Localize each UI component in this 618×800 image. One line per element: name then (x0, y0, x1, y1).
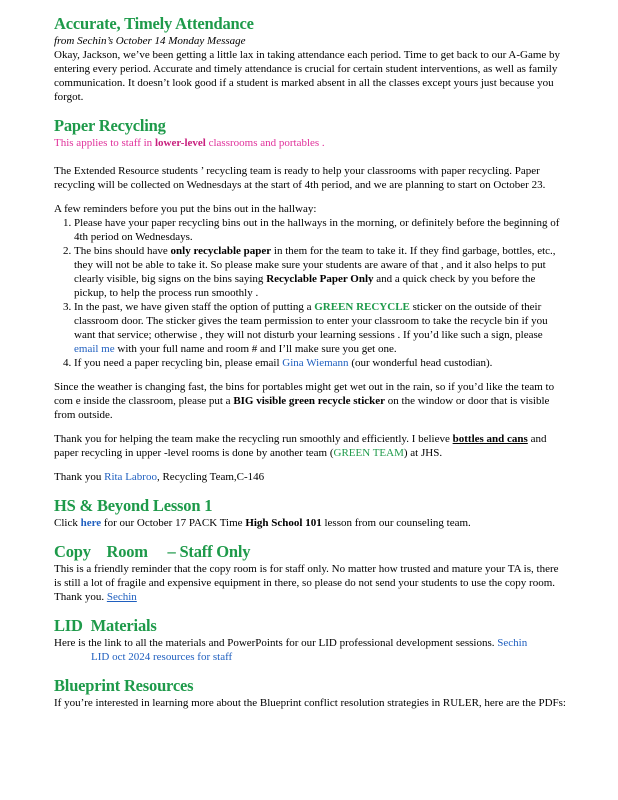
attendance-heading: Accurate, Timely Attendance (54, 14, 254, 33)
blueprint-body: If you’re interested in learning more about the Blueprint conflict resolution strategies in RULER, here are the PDFs: (54, 697, 566, 709)
recycling-weather: Since the weather is changing fast, the bins for portables might get wet out in the rain, so if you’d like the team to com e inside the classroom, please put a BIG visible green recycle sticker on the window or door that is visible from outside. (54, 381, 555, 421)
blueprint-heading: Blueprint Resources (54, 676, 194, 695)
recycling-heading: Paper Recycling (54, 116, 166, 135)
reminder-item-3: 3. In the past, we have given staff the option of putting a GREEN RECYCLE sticker on the outside of their classroom door. The sticker gives the team permission to enter your classroom to take the recycle bin if you want that service; otherwise , they will not disturb your learning sessions . If you’d like such a sign, please email me with your full name and room # and I’ll make sure you get one. (74, 300, 566, 356)
lid-sechin-link[interactable]: Sechin (497, 637, 528, 649)
reminder-item-2: 2. The bins should have only recyclable paper in them for the team to take it. If they find garbage, bottles, etc., they will not be able to take it. So please make sure your students are aware of that , and it also helps to put clearly visible, big signs on the bins saying Recyclable Paper Only and a quick check by you before the pickup, to help the process run smoothly . (74, 244, 566, 300)
recycling-thanks: Thank you for helping the team make the recycling run smoothly and efficiently. I believe bottles and cans and paper recycling in upper -level rooms is done by another team (GREEN TEAM) at JHS. (54, 433, 547, 459)
attendance-body: Okay, Jackson, we’ve been getting a little lax in taking attendance each period. Time to get back to our A-Game by entering every period. Accurate and timely attendance is crucial for certain student interventions, as well as family communication. It doesn’t look good if a student is marked absent in all the classes except yours just because you forgot. (54, 49, 561, 103)
rita-labroo-link[interactable]: Rita Labroo (104, 471, 157, 483)
lid-resources-line (54, 650, 566, 664)
recycling-reminders-list (54, 216, 566, 370)
recycling-intro: The Extended Resource students ’ recycling team is ready to help your classrooms with paper recycling. Paper recycling will be collected on Wednesdays at the start of 4th period, and we are planning to start on October 23. (54, 165, 546, 191)
hs-body: Click here for our October 17 PACK Time High School 101 lesson from our counseling team. (54, 517, 471, 529)
recycling-signature: Thank you Rita Labroo, Recycling Team,C-146 (54, 471, 265, 483)
reminder-item-1: 1. Please have your paper recycling bins out in the hallways in the morning, or definitely before the beginning of 4th period on Wednesdays. (74, 216, 566, 244)
copy-heading: Copy Room – Staff Only (54, 542, 251, 561)
recycling-reminders-lead: A few reminders before you put the bins out in the hallway: (54, 203, 317, 215)
copy-body: This is a friendly reminder that the copy room is for staff only. No matter how trusted and mature your TA is, there is still a lot of fragile and expensive equipment in there, so please do not send your students to use the copy room. Thank you. Sechin (54, 563, 559, 603)
lid-heading: LID Materials (54, 616, 157, 635)
lid-body: Here is the link to all the materials and PowerPoints for our LID professional development sessions. Sechin (54, 637, 528, 649)
gina-wiemann-link[interactable]: Gina Wiemann (282, 357, 349, 369)
newsletter-page (54, 14, 566, 710)
email-me-link[interactable]: email me (74, 343, 115, 355)
lid-resources-link[interactable]: LID oct 2024 resources for staff (91, 651, 233, 663)
reminder-item-4: 4. If you need a paper recycling bin, please email Gina Wiemann (our wonderful head custodian). (74, 356, 566, 370)
attendance-source: from Sechin’s October 14 Monday Message (54, 35, 246, 47)
hs-heading: HS & Beyond Lesson 1 (54, 496, 213, 515)
hs-here-link[interactable]: here (80, 517, 102, 529)
recycling-note: This applies to staff in lower-level classrooms and portables . (54, 137, 325, 149)
sechin-link[interactable]: Sechin (106, 591, 137, 603)
